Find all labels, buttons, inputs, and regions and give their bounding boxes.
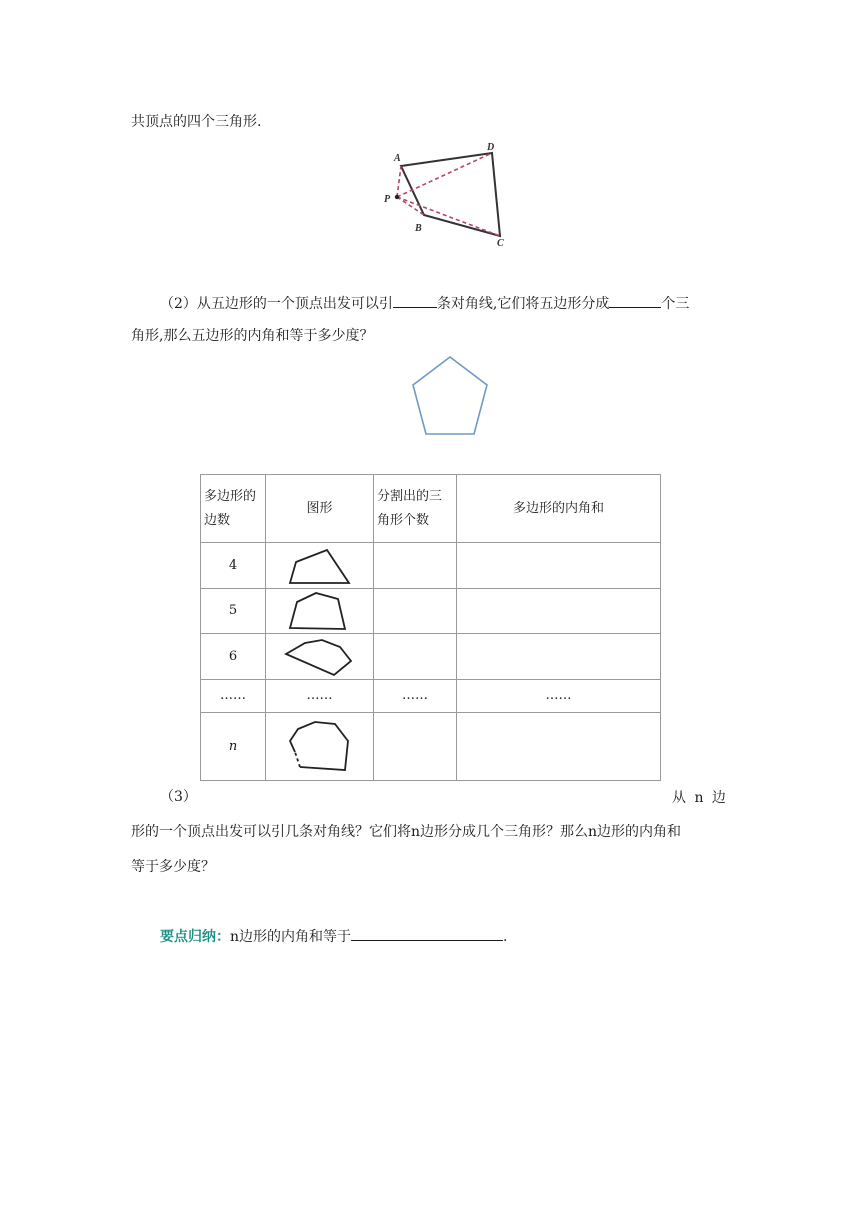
- header-sides-line-1: 多边形的: [204, 488, 257, 504]
- hexagon-cell-figure: [282, 636, 358, 678]
- dashed-segment-pa: [397, 166, 401, 197]
- cell-figure: [266, 589, 374, 634]
- cell-angle-sum[interactable]: [457, 634, 661, 680]
- q3-right: 从 n 边: [672, 790, 726, 806]
- header-angle-sum: 多边形的内角和: [457, 475, 661, 543]
- header-sides-line-2: 边数: [204, 512, 231, 528]
- quadrilateral-cell-shape: [290, 550, 349, 583]
- label-p: P: [384, 194, 391, 205]
- summary-label: 要点归纳：: [160, 929, 230, 945]
- cell-sides: ……: [201, 680, 266, 713]
- pentagon-cell-figure: [286, 590, 354, 632]
- quadrilateral-cell-figure: [286, 546, 354, 586]
- pentagon-cell-shape: [290, 593, 345, 629]
- question-3-line-2: 形的一个顶点出发可以引几条对角线？它们将n边形分成几个三角形？那么n边形的内角和: [131, 824, 682, 840]
- dashed-segment-pc: [397, 197, 500, 236]
- cell-figure: ……: [266, 680, 374, 713]
- table-row: [201, 713, 661, 781]
- hexagon-cell-shape: [286, 640, 351, 675]
- q2-blank-triangles[interactable]: [609, 293, 661, 308]
- polygon-table: [200, 474, 661, 781]
- table-row: [201, 589, 661, 634]
- cell-angle-sum[interactable]: [457, 543, 661, 589]
- q2-mid: 条对角线,它们将五边形分成: [436, 296, 610, 312]
- header-figure: 图形: [266, 475, 374, 543]
- summary-text: n边形的内角和等于: [230, 929, 352, 945]
- quadrilateral-figure: [380, 140, 510, 252]
- table-row: [201, 634, 661, 680]
- cell-figure: [266, 634, 374, 680]
- cell-angle-sum[interactable]: [457, 589, 661, 634]
- cell-triangles[interactable]: [374, 634, 457, 680]
- q2-blank-diagonals[interactable]: [393, 293, 437, 308]
- n-gon-cell-shape: [290, 722, 348, 770]
- header-sides: [201, 475, 266, 543]
- q2-prefix: （2）从五边形的一个顶点出发可以引: [160, 296, 393, 312]
- header-triangles-line-1: 分割出的三: [377, 488, 443, 504]
- cell-angle-sum[interactable]: [457, 713, 661, 781]
- cell-figure: [266, 543, 374, 589]
- summary-end: .: [503, 929, 508, 945]
- label-b: B: [415, 223, 422, 234]
- q2-suffix: 个三: [661, 296, 690, 312]
- table-header-row: [201, 475, 661, 543]
- cell-sides: 4: [201, 543, 266, 589]
- intro-line: 共顶点的四个三角形.: [131, 114, 262, 130]
- header-triangles: [374, 475, 457, 543]
- table-row: [201, 543, 661, 589]
- cell-triangles[interactable]: [374, 713, 457, 781]
- cell-sides: 5: [201, 589, 266, 634]
- question-3-line-3: 等于多少度？: [131, 859, 215, 875]
- table-row: [201, 680, 661, 713]
- cell-triangles[interactable]: [374, 543, 457, 589]
- label-d: D: [487, 142, 495, 153]
- q3-prefix: （3）: [160, 789, 197, 805]
- n-gon-cell-figure: [285, 719, 355, 775]
- cell-triangles: ……: [374, 680, 457, 713]
- summary-blank[interactable]: [351, 926, 503, 941]
- cell-sides: 6: [201, 634, 266, 680]
- question-2-line-2: 角形,那么五边形的内角和等于多少度？: [131, 328, 374, 344]
- header-triangles-line-2: 角形个数: [377, 512, 430, 528]
- cell-triangles[interactable]: [374, 589, 457, 634]
- cell-figure: [266, 713, 374, 781]
- pentagon-figure: [408, 354, 492, 438]
- label-a: A: [394, 153, 401, 164]
- cell-sides: n: [201, 713, 266, 781]
- label-c: C: [497, 238, 504, 249]
- point-p: [395, 195, 399, 199]
- n-gon-dashed-side: [295, 752, 300, 767]
- summary-line: [160, 926, 507, 947]
- pentagon-shape: [413, 357, 487, 434]
- cell-angle-sum: ……: [457, 680, 661, 713]
- question-2-line-1: [160, 293, 689, 314]
